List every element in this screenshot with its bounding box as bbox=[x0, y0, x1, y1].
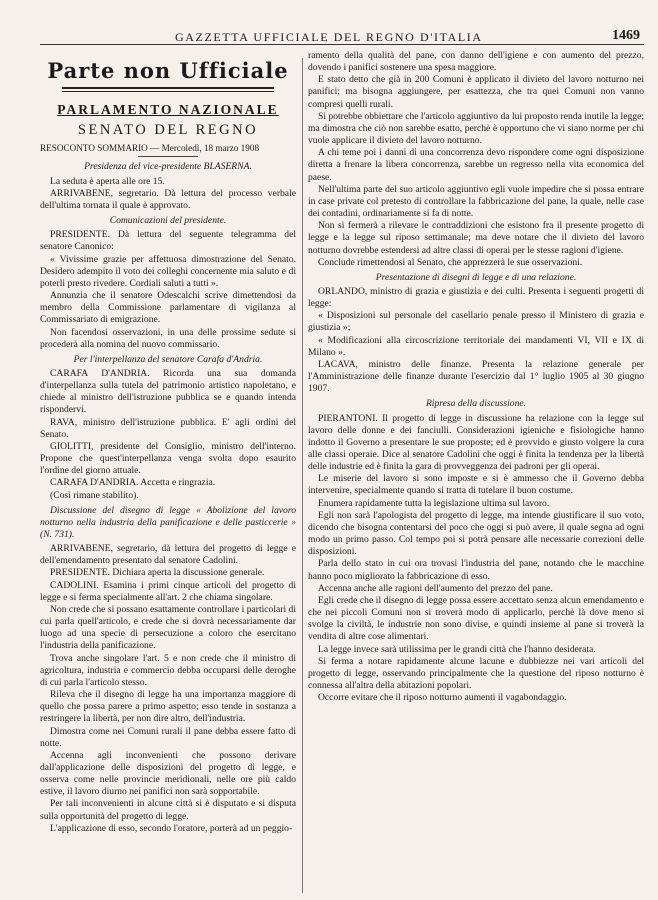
paragraph: ORLANDO, ministro di grazia e giustizia e dei culti. Presenta i seguenti progetti di legge: bbox=[308, 285, 644, 310]
paragraph: Per tali inconvenienti in alcune città si è disputato e si disputa sulla opportunità del progetto di legge. bbox=[40, 798, 296, 822]
paragraph: Trova anche singolare l'art. 5 e non crede che il ministro di agricoltura, industria e commercio debba occuparsi delle deroghe di cui parla l'articolo stesso. bbox=[40, 652, 296, 688]
paragraph: A chi teme poi i danni di una concorrenza devo rispondere come ogni disposizione diretta a frenare la libera concorrenza, sarebbe un regresso nella vita economica del paese. bbox=[308, 147, 644, 183]
paragraph: ARRIVABENE, segretario, dà lettura del progetto di legge e dell'emendamento presentato dal senatore Cadolini. bbox=[40, 543, 296, 567]
paragraph: Parla dello stato in cui ora trovasi l'industria del pane, notando che le macchine hanno poco migliorato la fabbricazione di esso. bbox=[308, 558, 644, 582]
paragraph: PIERANTONI. Il progetto di legge in discussione ha relazione con la legge sul lavoro delle donne e dei fanciulli. Considerazioni igieniche e fisiologiche hanno indotto il Governo a presentare le sue proposte; ed è provvido e giusto volgere la cura alle classi operaie. Dice al senatore Cadolini che oggi è finita la tendenza per la libertà delle industrie ed è finita la gara di provveggenza dei padroni per gli operai. bbox=[308, 412, 644, 473]
interpellation-heading: Per l'interpellanza del senatore Carafa d'Andria. bbox=[73, 353, 263, 365]
paragraph: La seduta è aperta alle ore 15. bbox=[50, 175, 165, 187]
paragraph-group-a bbox=[40, 176, 296, 212]
paragraph: Dimostra come nei Comuni rurali il pane debba essere fatto di notte. bbox=[40, 725, 296, 749]
paragraph: Non crede che si possano esattamente controllare i particolari di cui parla quell'articolo, e crede che si dovrà necessariamente dar luogo ad una specie di persecuzione a coloro che esercitano l'industria della panificazione. bbox=[40, 603, 296, 652]
page-number: 1469 bbox=[612, 28, 640, 43]
running-header bbox=[40, 14, 644, 45]
title-rule bbox=[62, 87, 274, 92]
right-column bbox=[308, 50, 644, 704]
paragraph: CARAFA D'ANDRIA. Accetta e ringrazia. bbox=[50, 477, 216, 489]
paragraph: LACAVA, ministro delle finanze. Presenta la relazione generale per l'Amministrazione delle finanze durante l'esercizio dal 1° luglio 1905 al 30 giugno 1907. bbox=[308, 358, 644, 395]
senate-heading: SENATO DEL REGNO bbox=[77, 122, 259, 139]
paragraph: ARRIVABENE, segretario. Dà lettura del processo verbale dell'ultima tornata il quale è approvato. bbox=[40, 187, 296, 211]
paragraph: ramento della qualità del pane, con danno dell'igiene e con aumento del prezzo, dovendo i panifici sostenere una spesa maggiore. bbox=[308, 50, 644, 74]
presidency-line: Presidenza del vice-presidente BLASERNA. bbox=[84, 161, 252, 173]
paragraph: GIOLITTI, presidente del Consiglio, ministro dell'interno. Propone che quest'interpellanza venga svolta dopo esaurito l'ordine del giorno attuale. bbox=[40, 440, 296, 477]
summary-line: RESOCONTO SOMMARIO — Mercoledì, 18 marzo 1908 bbox=[40, 143, 260, 154]
left-column bbox=[40, 50, 296, 835]
paragraph: « Modificazioni alla circoscrizione territoriale dei mandamenti VI, VII e IX di Milano ». bbox=[308, 334, 644, 358]
paragraph: E stato detto che già in 200 Comuni è applicato il divieto del lavoro notturno nei panifici; ma bisogna aggiungere, per esattezza, che tra quei Comuni non vanno compresi quelli rurali. bbox=[308, 74, 644, 110]
paragraph: La legge invece sarà utilissima per le grandi città che l'hanno desiderata. bbox=[318, 643, 596, 655]
paragraph: Accenna agli inconvenienti che possono derivare dall'applicazione delle disposizioni del progetto di legge, e osserva come nelle provincie meridionali, nelle ore più caldo estive, il lavoro diurno nei panifici non sarà sopportabile. bbox=[40, 749, 296, 798]
discussion-heading: Discussione del disegno di legge « Abolizione del lavoro notturno nella industria della panificazione e delle pasticcerie » (N. 731). bbox=[40, 504, 296, 540]
presentation-heading: Presentazione di disegni di legge e di una relazione. bbox=[375, 271, 577, 283]
paragraph: RAVA, ministro dell'istruzione pubblica. E' agli ordini del Senato. bbox=[40, 416, 296, 440]
resumption-heading: Ripresa della discussione. bbox=[425, 398, 527, 410]
paragraph: Non facendosi osservazioni, in una delle prossime sedute si procederà alla nomina del nuovo commissario. bbox=[40, 326, 296, 350]
paragraph: L'applicazione di esso, secondo l'oratore, porterà ad un peggio- bbox=[50, 822, 293, 834]
gazette-title: GAZZETTA UFFICIALE DEL REGNO D'ITALIA bbox=[175, 30, 483, 44]
paragraph: PRESIDENTE. Dichiara aperta la discussione generale. bbox=[50, 567, 265, 579]
paragraph-group-c bbox=[40, 368, 296, 502]
paragraph: « Disposizioni sul personale del casellario penale presso il Ministero di grazia e giustizia »; bbox=[308, 310, 644, 334]
paragraph-group-right-b bbox=[308, 286, 644, 395]
paragraph: Nell'ultima parte del suo articolo aggiuntivo egli vuole impedire che si possa entrare in case private col pretesto di controllare la fabbricazione del pane, la quale, nelle case dei contadini, ordinariamente si fa di notte. bbox=[308, 183, 644, 220]
paragraph: CARAFA D'ANDRIA. Ricorda una sua domanda d'interpellanza sulla tutela del patrimonio artistico napoletano, e chiede al ministro dell'istruzione pubblica se e quando intenda risponderví. bbox=[40, 367, 296, 416]
paragraph: Annunzia che il senatore Odescalchi scrive dimettendosi da membro della Commissione parlamentare di vigilanza al Commissariato di emigrazione. bbox=[40, 290, 296, 326]
parliament-heading: PARLAMENTO NAZIONALE bbox=[57, 102, 279, 117]
paragraph: PRESIDENTE. Dà lettura del seguente telegramma del senatore Canonico: bbox=[40, 229, 296, 253]
paragraph: CADOLINI. Esamina i primi cinque articoli del progetto di legge e si ferma specialmente all'art. 2 che chiama singolare. bbox=[40, 579, 296, 603]
paragraph-group-b bbox=[40, 229, 296, 351]
short-rule bbox=[138, 156, 198, 157]
column-divider bbox=[302, 58, 303, 893]
paragraph: « Vivissime grazie per affettuosa dimostrazione del Senato. Desidero adempito il voto dei colleghi concernente mia saluto e di poterli presto rivedere. Cordiali saluti a tutti ». bbox=[40, 253, 296, 289]
paragraph: Si potrebbe obbiettare che l'articolo aggiuntivo da lui proposto renda inutile la legge; ma dimostra che ciò non sarebbe esatto, perchè è opportuno che vi siano norme per chi vuole applicare il divieto del lavoro notturno. bbox=[308, 110, 644, 147]
paragraph: Accenna anche alle ragioni dell'aumento del prezzo del pane. bbox=[318, 582, 553, 594]
paragraph-group-right-a bbox=[308, 50, 644, 269]
paragraph: Egli non sarà l'apologista del progetto di legge, ma intende giustificare il suo voto, dicendo che bisogna contentarsi del poco che oggi si può avere, il quale segna ad ogni modo un primo passo. Col tempo poi si potrà pensare alle necessarie correzioni delle disposizioni. bbox=[308, 509, 644, 558]
paragraph: Rileva che il disegno di legge ha una importanza maggiore di quello che possa parere a primo aspetto; esso tende in sostanza a restringere la libertà, per non dire altro, dell'industria. bbox=[40, 689, 296, 725]
paragraph: (Così rimane stabilito). bbox=[50, 489, 139, 501]
paragraph: Enumera rapidamente tutta la legislazione ultima sul lavoro. bbox=[318, 497, 550, 509]
paragraph: Non si fermerà a rilevare le contraddizioni che esistono fra il presente progetto di legge e la legge sul riposo settimanale; ma deve notare che il divieto del lavoro notturno dovrebbe estendersi ad altre classi di operai per le stesse ragioni d'igiene. bbox=[308, 220, 644, 256]
paragraph: Occorre evitare che il riposo notturno aumenti il vagabondaggio. bbox=[318, 692, 567, 704]
paragraph: Conclude rimettendosi al Senato, che apprezzerà le sue osservazioni. bbox=[318, 256, 583, 268]
paragraph: Egli crede che il disegno di legge possa essere accettato senza alcun emendamento e che nei piccoli Comuni non si troverà modo di applicarlo, perchè là dove meno si svolge la civiltà, le industrie non sono divise, e quindi insieme al pane si troverà la vendita di altre cose alimentari. bbox=[308, 594, 644, 643]
paragraph: Le miserie del lavoro si sono imposte e si è ammesso che il Governo debba intervenire, specialmente quando si tratta di tutelare il buon costume. bbox=[308, 473, 644, 497]
comms-heading: Comunicazioni del presidente. bbox=[109, 215, 227, 227]
part-title: Parte non Ufficiale bbox=[47, 58, 289, 83]
paragraph: Si ferma a notare rapidamente alcune lacune e dubbiezze nei vari articoli del progetto di legge, osservando principalmente che la questione del riposo notturno è connessa all'altra della abitazioni popolari. bbox=[308, 655, 644, 691]
paragraph-group-right-c bbox=[308, 413, 644, 705]
paragraph-group-d bbox=[40, 543, 296, 835]
